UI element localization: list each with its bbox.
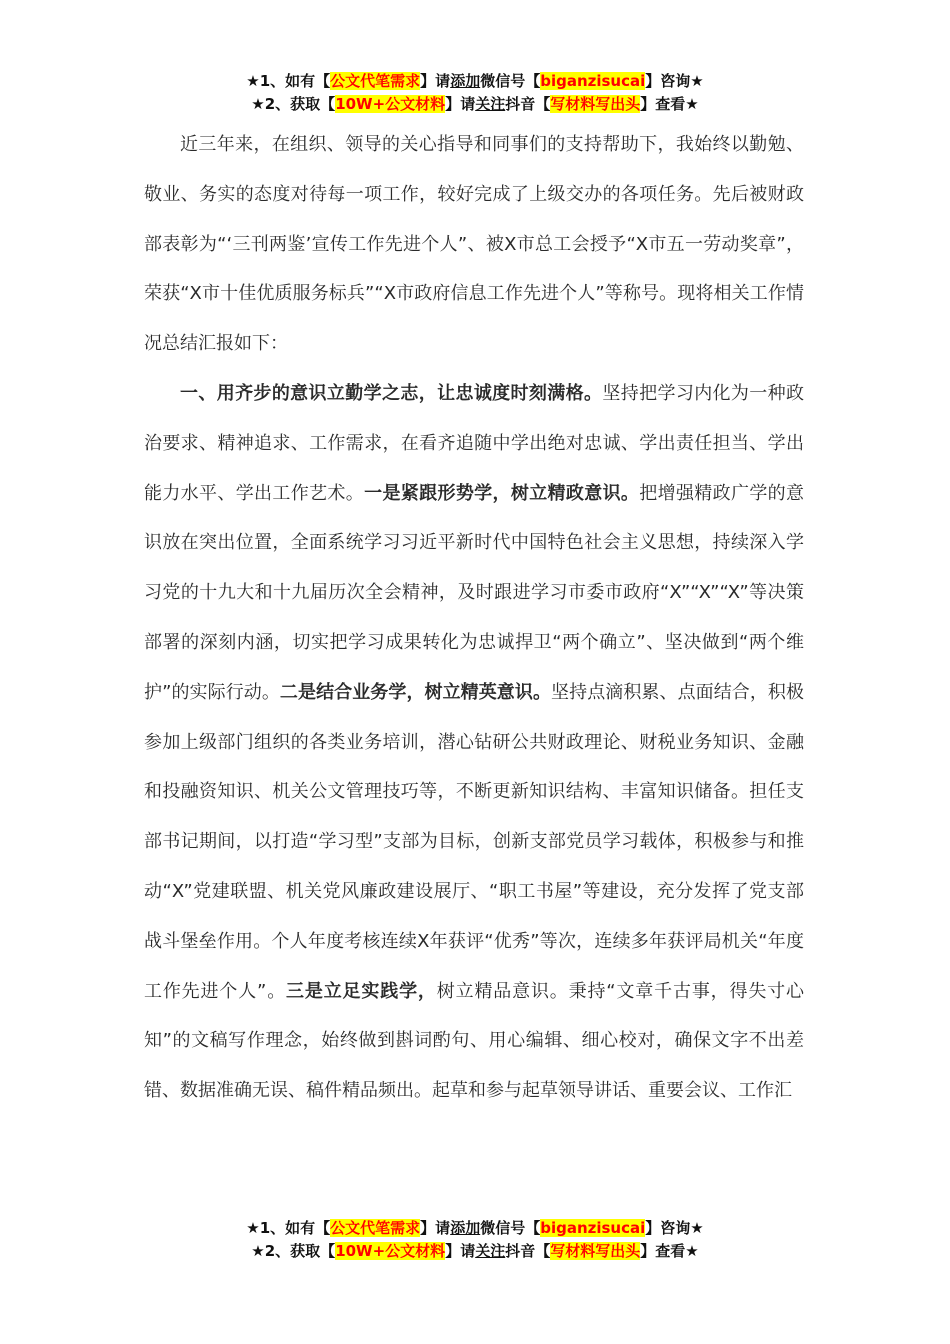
- underlined-follow: 关注: [475, 1242, 506, 1260]
- banner-text: 】咨询★: [645, 72, 704, 90]
- paragraph-text: 坚持把学习内化为一种政治要求、精神追求、工作需求，在看齐追随中学出绝对忠诚、学出责任担当、学出能力水平、学出工作艺术。: [144, 382, 805, 504]
- banner-text: 抖音【: [505, 95, 551, 113]
- banner-text: ★2、获取【: [251, 1242, 336, 1260]
- highlight-douyin-account: 写材料写出头: [550, 95, 641, 113]
- section-heading: 一、用齐步的意识立勤学之志，让忠诚度时刻满格。: [180, 382, 603, 404]
- highlight-materials: 10W+公文材料: [335, 1242, 446, 1260]
- banner-text: 抖音【: [505, 1242, 551, 1260]
- section-one-paragraph: [144, 369, 804, 1116]
- banner-text: 微信号【: [480, 1219, 541, 1237]
- intro-paragraph: 近三年来，在组织、领导的关心指导和同事们的支持帮助下，我始终以勤勉、敬业、务实的态度对待每一项工作，较好完成了上级交办的各项任务。先后被财政部表彰为“‘三刊两鉴’宣传工作先进个人”、被X市总工会授予“X市五一劳动奖章”，荣获“X市十佳优质服务标兵”“X市政府信息工作先进个人”等称号。现将相关工作情况总结汇报如下：: [144, 134, 804, 355]
- underlined-add: 添加: [450, 1219, 481, 1237]
- banner-text: 】请: [445, 1242, 476, 1260]
- banner-line-1: [0, 70, 950, 93]
- point-two-heading: 二是结合业务学，树立精英意识。: [279, 681, 552, 703]
- highlight-materials: 10W+公文材料: [335, 95, 446, 113]
- banner-text: 】请: [420, 72, 451, 90]
- highlight-ghostwriting-need: 公文代笔需求: [330, 72, 421, 90]
- footer-banner: [0, 1217, 950, 1263]
- header-banner: [0, 70, 950, 116]
- banner-text: 】查看★: [640, 1242, 699, 1260]
- highlight-ghostwriting-need: 公文代笔需求: [330, 1219, 421, 1237]
- highlight-wechat-id: biganzisucai: [540, 72, 646, 90]
- highlight-wechat-id: biganzisucai: [540, 1219, 646, 1237]
- banner-line-2: [0, 93, 950, 116]
- paragraph-text: 树立精品意识。秉持“文章千古事，得失寸心知”的文稿写作理念，始终做到斟词酌句、用心编辑、细心校对，确保文字不出差错、数据准确无误、稿件精品频出。起草和参与起草领导讲话、重要会议、工作汇: [144, 980, 805, 1102]
- banner-text: 】查看★: [640, 95, 699, 113]
- paragraph-text: 坚持点滴积累、点面结合，积极参加上级部门组织的各类业务培训，潜心钻研公共财政理论、财税业务知识、金融和投融资知识、机关公文管理技巧等，不断更新知识结构、丰富知识储备。担任支部书记期间，以打造“学习型”支部为目标，创新支部党员学习载体，积极参与和推动“X”党建联盟、机关党风廉政建设展厅、“职工书屋”等建设，充分发挥了党支部战斗堡垒作用。个人年度考核连续X年获评“优秀”等次，连续多年获评局机关“年度工作先进个人”。: [144, 681, 805, 1002]
- banner-text: 】请: [445, 95, 476, 113]
- highlight-douyin-account: 写材料写出头: [550, 1242, 641, 1260]
- banner-text: 】咨询★: [645, 1219, 704, 1237]
- banner-text: ★2、获取【: [251, 95, 336, 113]
- banner-text: 微信号【: [480, 72, 541, 90]
- paragraph-text: 把增强精政广学的意识放在突出位置，全面系统学习习近平新时代中国特色社会主义思想，持续深入学习党的十九大和十九届历次全会精神，及时跟进学习市委市政府“X”“X”“X”等决策部署的深刻内涵，切实把学习成果转化为忠诚捍卫“两个确立”、坚决做到“两个维护”的实际行动。: [144, 482, 805, 703]
- banner-line-1: [0, 1217, 950, 1240]
- underlined-follow: 关注: [475, 95, 506, 113]
- banner-line-2: [0, 1240, 950, 1263]
- banner-text: 】请: [420, 1219, 451, 1237]
- underlined-add: 添加: [450, 72, 481, 90]
- point-three-heading: 三是立足实践学，: [286, 980, 437, 1002]
- document-body: [144, 120, 804, 1116]
- point-one-heading: 一是紧跟形势学，树立精政意识。: [364, 482, 640, 504]
- banner-text: ★1、如有【: [246, 72, 331, 90]
- banner-text: ★1、如有【: [246, 1219, 331, 1237]
